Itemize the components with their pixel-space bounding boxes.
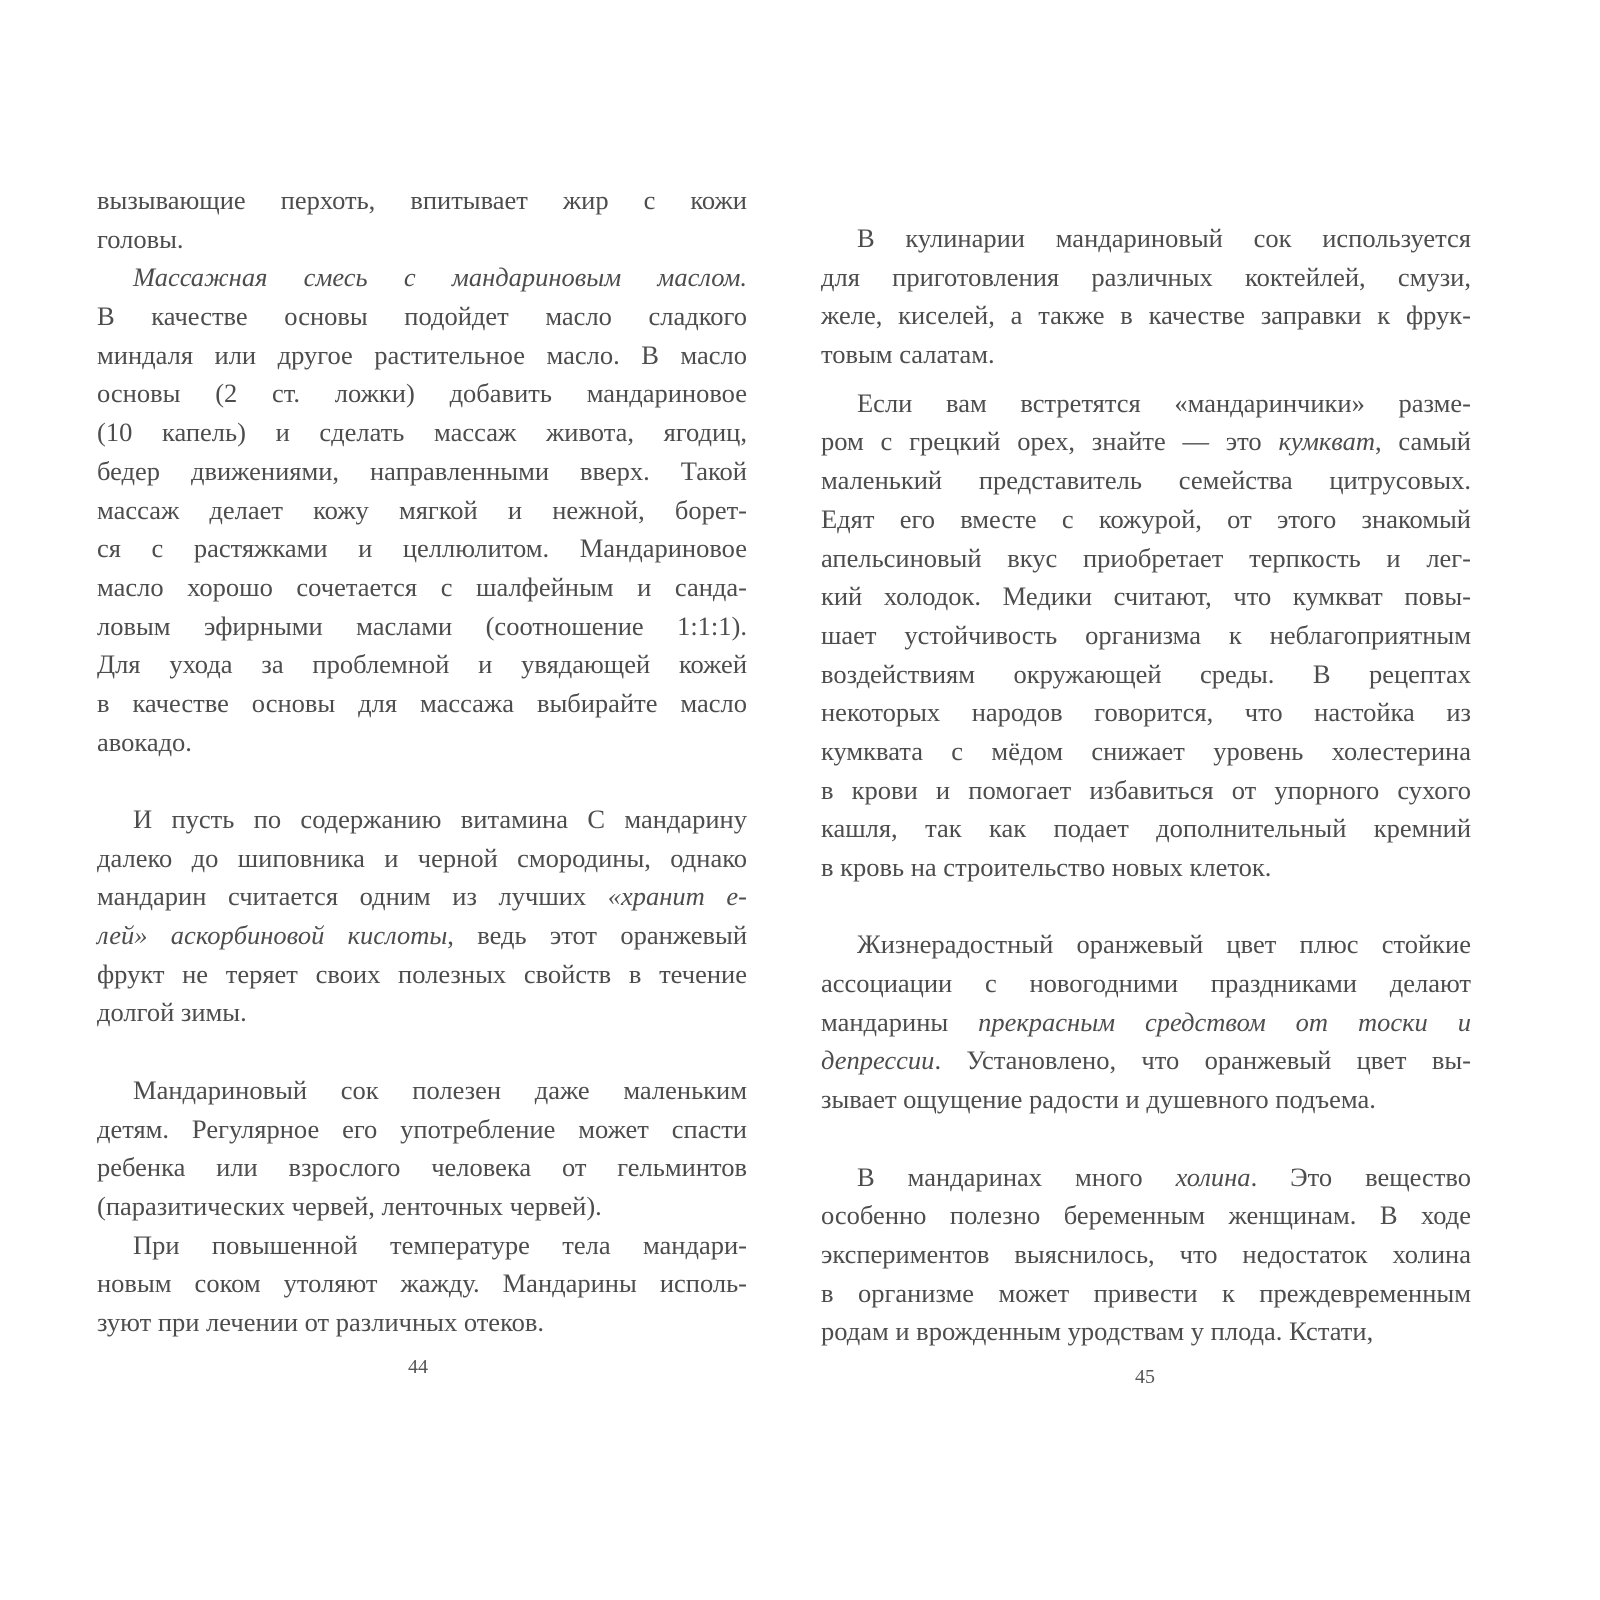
text-line: родам и врожденным уродствам у плода. Кстати, [821, 1316, 1374, 1347]
text-line: Если вам встретятся «мандаринчики» разме- [857, 387, 1471, 418]
page-number-right: 45 [1135, 1366, 1155, 1388]
text-line: для приготовления различных коктейлей, смузи, [821, 261, 1471, 292]
text-line: кий холодок. Медики считают, что кумкват повы- [821, 581, 1471, 612]
text-line: лей» аскорбиновой кислоты, ведь этот оранжевый [97, 920, 748, 951]
text-line: ассоциации с новогодними праздниками делают [821, 968, 1471, 999]
italic-text: лей» аскорбиновой кислоты [97, 920, 448, 951]
text-line: зуют при лечении от различных отеков. [97, 1306, 544, 1337]
text-line: долгой зимы. [97, 997, 247, 1028]
italic-text: прекрасным средством от тоски и [978, 1006, 1471, 1037]
text-line: экспериментов выяснилось, что недостаток холина [821, 1238, 1471, 1269]
paragraph [97, 1071, 747, 1226]
text-line: (паразитических червей, ленточных червей). [97, 1190, 602, 1221]
text-line: И пусть по содержанию витамина С мандарину [133, 804, 747, 834]
text-line: кумквата с мёдом снижает уровень холестерина [821, 735, 1471, 766]
text-line: миндаля или другое растительное масло. В масло [97, 339, 747, 370]
italic-text: депрессии [821, 1045, 935, 1076]
italic-text: Массажная смесь с мандариновым маслом. [133, 262, 747, 293]
left-page [97, 181, 747, 1342]
text-line: далеко до шиповника и черной смородины, однако [97, 842, 747, 873]
text-line: массаж делает кожу мягкой и нежной, борет- [97, 494, 747, 525]
text-line: желе, киселей, а также в качестве заправки к фрук- [821, 300, 1471, 331]
text-line: ребенка или взрослого человека от гельминтов [97, 1152, 747, 1183]
right-page [821, 219, 1471, 1351]
text-line: Мандариновый сок полезен даже маленьким [133, 1074, 747, 1105]
paragraph [821, 925, 1471, 1118]
text-line: мандарин считается одним из лучших «хранит е- [97, 881, 747, 912]
text-line: некоторых народов говорится, что настойка из [821, 697, 1471, 728]
text-line: фрукт не теряет своих полезных свойств в течение [97, 958, 747, 989]
text-line: кашля, так как подает дополнительный кремний [821, 813, 1471, 844]
text-line: детям. Регулярное его употребление может спасти [97, 1113, 747, 1144]
text-line: в организме может привести к преждевременным [821, 1277, 1471, 1308]
paragraph [97, 800, 747, 1032]
text-line [97, 258, 747, 297]
text-line: масло хорошо сочетается с шалфейным и санда- [97, 571, 747, 602]
text-line: вызывающие перхоть, впитывает жир с кожи [97, 185, 747, 215]
text-line: новым соком утоляют жажду. Мандарины исполь- [97, 1268, 747, 1299]
text-line: Жизнерадостный оранжевый цвет плюс стойкие [857, 929, 1471, 960]
text-line: мандарины прекрасным средством от тоски и [821, 1006, 1471, 1037]
text-line: бедер движениями, направленными вверх. Такой [97, 455, 747, 486]
text-line: шает устойчивость организма к неблагоприятным [821, 619, 1471, 650]
text-line: апельсиновый вкус приобретает терпкость и лег- [821, 542, 1471, 573]
text-line: в качестве основы для массажа выбирайте масло [97, 687, 747, 718]
italic-text: холина [1175, 1161, 1251, 1192]
page-number-left: 44 [408, 1356, 428, 1378]
text-line: маленький представитель семейства цитрусовых. [821, 465, 1471, 496]
text-line: в крови и помогает избавиться от упорного сухого [821, 774, 1471, 805]
text-line: особенно полезно беременным женщинам. В ходе [821, 1200, 1471, 1231]
text-line: В кулинарии мандариновый сок используется [857, 223, 1471, 253]
text-line: (10 капель) и сделать массаж живота, ягодиц, [97, 417, 747, 448]
paragraph [821, 219, 1471, 374]
text-line: В качестве основы подойдет масло сладкого [97, 301, 747, 332]
text-line: основы (2 ст. ложки) добавить мандариновое [97, 378, 747, 409]
text-line: ром с грецкий орех, знайте — это кумкват, самый [821, 426, 1471, 457]
paragraph [821, 384, 1471, 887]
paragraph [97, 181, 747, 258]
text-line: авокадо. [97, 726, 192, 757]
text-line: Едят его вместе с кожурой, от этого знакомый [821, 503, 1471, 534]
paragraph [821, 1158, 1471, 1351]
text-line: головы. [97, 223, 184, 254]
text-line: товым салатам. [821, 339, 995, 370]
text-line: Для ухода за проблемной и увядающей кожей [97, 649, 747, 680]
text-line: При повышенной температуре тела мандари- [133, 1229, 747, 1260]
text-line: депрессии. Установлено, что оранжевый цвет вы- [821, 1045, 1471, 1076]
text-line: зывает ощущение радости и душевного подъема. [821, 1084, 1376, 1115]
text-line: В мандаринах много холина. Это вещество [857, 1161, 1471, 1192]
text-line: ловым эфирными маслами (соотношение 1:1:1). [97, 610, 747, 641]
italic-text: «хранит е- [607, 881, 747, 912]
paragraph [97, 258, 747, 761]
text-line: ся с растяжками и целлюлитом. Мандариновое [97, 533, 747, 564]
italic-text: кумкват [1278, 426, 1375, 457]
paragraph [97, 1226, 747, 1342]
text-line: воздействиям окружающей среды. В рецептах [821, 658, 1471, 689]
text-line: в кровь на строительство новых клеток. [821, 852, 1272, 882]
